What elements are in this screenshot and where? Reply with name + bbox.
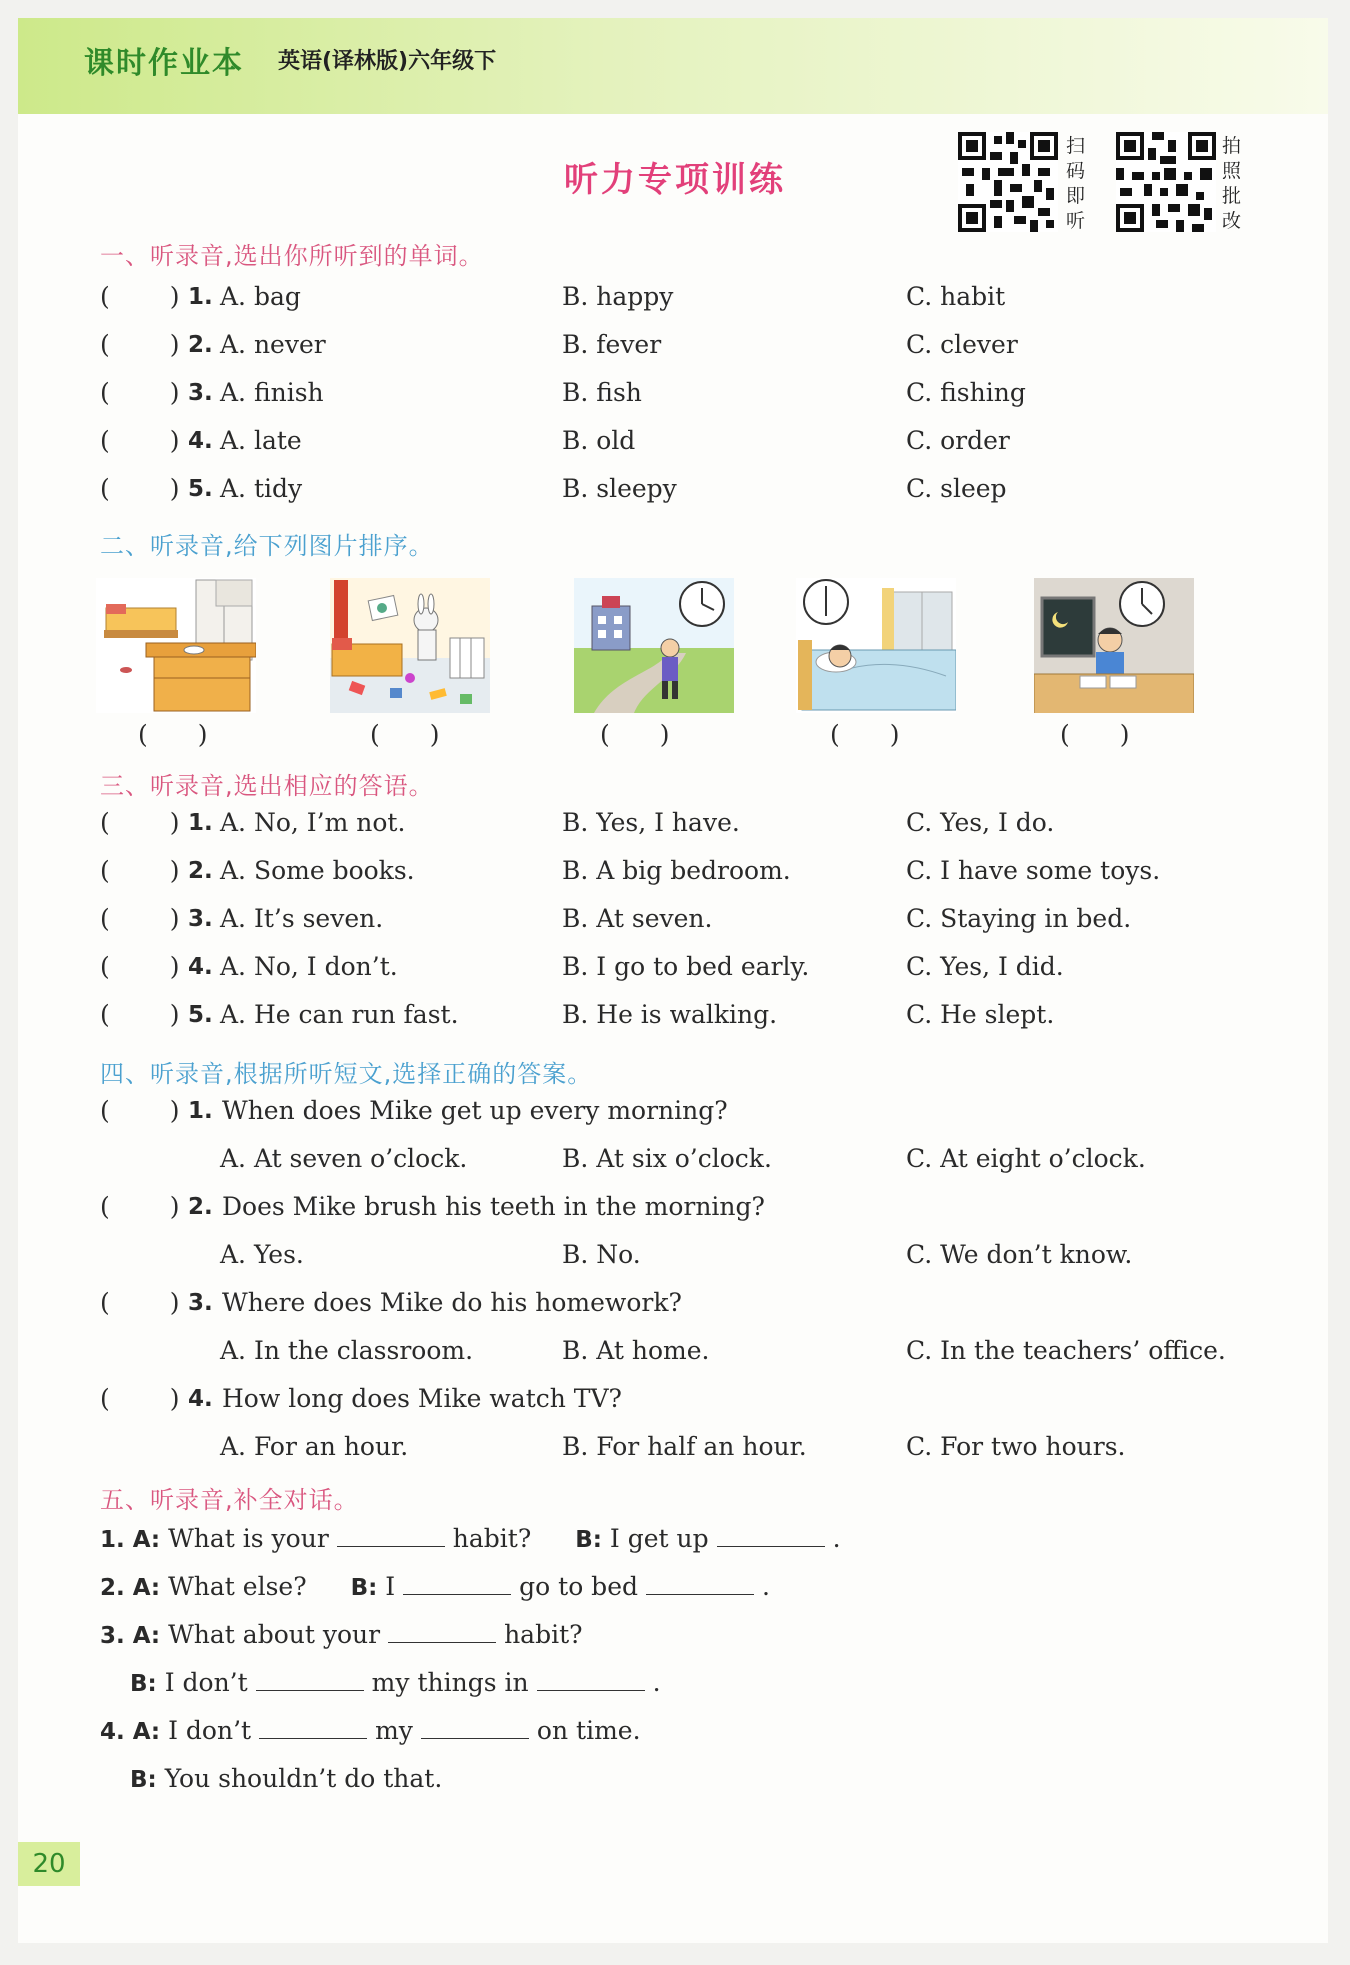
answer-bracket[interactable]: [100, 1000, 180, 1029]
option-a[interactable]: A. It’s seven.: [220, 904, 384, 933]
paren-close: ): [169, 952, 180, 981]
paren-close: ): [169, 1000, 180, 1029]
option-c[interactable]: C. In the teachers’ office.: [906, 1336, 1226, 1365]
blank-field[interactable]: [256, 1668, 364, 1691]
section-1-heading: 一、听录音,选出你所听到的单词。: [100, 242, 484, 270]
walking-to-school-icon: [574, 578, 734, 713]
question-number: 3.: [188, 1290, 213, 1316]
paren-open: (: [100, 282, 110, 311]
paren-close: ): [169, 1288, 180, 1317]
blank-field[interactable]: [717, 1524, 825, 1547]
picture-4-answer[interactable]: ( ): [830, 720, 900, 749]
picture-2-answer[interactable]: ( ): [370, 720, 440, 749]
paren-open: (: [100, 1192, 110, 1221]
subject-label: 英语(译林版)六年级下: [278, 49, 497, 74]
bedroom-tidy-icon: [96, 578, 256, 713]
option-b[interactable]: B. A big bedroom.: [562, 856, 791, 885]
paren-close: ): [169, 1096, 180, 1125]
option-b[interactable]: B. He is walking.: [562, 1000, 778, 1029]
option-a[interactable]: A. He can run fast.: [220, 1000, 459, 1029]
option-a[interactable]: A. never: [220, 330, 326, 359]
question-number: 4.: [188, 428, 213, 454]
answer-bracket[interactable]: [100, 474, 180, 503]
question-number: 2.: [188, 1194, 213, 1220]
paren-close: ): [169, 330, 180, 359]
paren-open: (: [100, 330, 110, 359]
dialogue-line-4b: B: You shouldn’t do that.: [130, 1764, 443, 1793]
picture-3-answer[interactable]: ( ): [600, 720, 670, 749]
option-c[interactable]: C. At eight o’clock.: [906, 1144, 1146, 1173]
option-b[interactable]: B. I go to bed early.: [562, 952, 810, 981]
answer-bracket[interactable]: [100, 952, 180, 981]
doing-homework-icon: [1034, 578, 1194, 713]
option-b[interactable]: B. For half an hour.: [562, 1432, 807, 1461]
option-a[interactable]: A. tidy: [220, 474, 303, 503]
option-a[interactable]: A. Yes.: [220, 1240, 304, 1269]
answer-bracket[interactable]: [100, 1192, 180, 1221]
answer-bracket[interactable]: [100, 904, 180, 933]
qr-code-photo-icon[interactable]: [1116, 132, 1216, 232]
question-number: 1.: [188, 1098, 213, 1124]
blank-field[interactable]: [537, 1668, 645, 1691]
paren-open: (: [100, 808, 110, 837]
option-c[interactable]: C. Yes, I did.: [906, 952, 1064, 981]
paren-close: ): [169, 1192, 180, 1221]
answer-bracket[interactable]: [100, 808, 180, 837]
option-a[interactable]: A. No, I’m not.: [220, 808, 406, 837]
sleeping-in-bed-icon: [796, 578, 956, 713]
question-text: When does Mike get up every morning?: [222, 1096, 728, 1125]
question-number: 1.: [188, 284, 213, 310]
qr-photo-label: 拍照批改: [1222, 135, 1242, 232]
answer-bracket[interactable]: [100, 1288, 180, 1317]
answer-bracket[interactable]: [100, 378, 180, 407]
option-b[interactable]: B. At home.: [562, 1336, 710, 1365]
option-c[interactable]: C. order: [906, 426, 1010, 455]
paren-open: (: [100, 1000, 110, 1029]
question-number: 4.: [188, 1386, 213, 1412]
paren-open: (: [100, 474, 110, 503]
paren-open: (: [100, 904, 110, 933]
page-title: 听力专项训练: [564, 160, 786, 200]
paren-close: ): [169, 474, 180, 503]
paren-open: (: [100, 856, 110, 885]
option-c[interactable]: C. clever: [906, 330, 1018, 359]
paren-close: ): [169, 282, 180, 311]
option-b[interactable]: B. At seven.: [562, 904, 713, 933]
picture-1-answer[interactable]: ( ): [138, 720, 208, 749]
question-number: 4.: [188, 954, 213, 980]
answer-bracket[interactable]: [100, 1096, 180, 1125]
paren-open: (: [100, 1096, 110, 1125]
answer-bracket[interactable]: [100, 856, 180, 885]
dialogue-line-1: 1. A: What is your habit? B: I get up .: [100, 1524, 841, 1553]
question-number: 2.: [188, 858, 213, 884]
option-b[interactable]: B. sleepy: [562, 474, 677, 503]
option-b[interactable]: B. No.: [562, 1240, 641, 1269]
option-c[interactable]: C. I have some toys.: [906, 856, 1161, 885]
answer-bracket[interactable]: [100, 282, 180, 311]
question-text: How long does Mike watch TV?: [222, 1384, 622, 1413]
section-2-heading: 二、听录音,给下列图片排序。: [100, 532, 434, 560]
option-a[interactable]: A. At seven o’clock.: [220, 1144, 468, 1173]
blank-field[interactable]: [646, 1572, 754, 1595]
question-number: 3.: [188, 380, 213, 406]
question-number: 5.: [188, 1002, 213, 1028]
question-text: Where does Mike do his homework?: [222, 1288, 682, 1317]
paren-open: (: [100, 952, 110, 981]
question-number: 2.: [188, 332, 213, 358]
option-a[interactable]: A. bag: [220, 282, 301, 311]
option-a[interactable]: A. late: [220, 426, 302, 455]
blank-field[interactable]: [388, 1620, 496, 1643]
option-a[interactable]: A. For an hour.: [220, 1432, 409, 1461]
option-c[interactable]: C. For two hours.: [906, 1432, 1126, 1461]
dialogue-line-4: 4. A: I don’t my on time.: [100, 1716, 641, 1745]
blank-field[interactable]: [259, 1716, 367, 1739]
option-b[interactable]: B. fish: [562, 378, 642, 407]
blank-field[interactable]: [403, 1572, 511, 1595]
question-number: 3.: [188, 906, 213, 932]
messy-room-icon: [330, 578, 490, 713]
paren-close: ): [169, 904, 180, 933]
option-b[interactable]: B. At six o’clock.: [562, 1144, 772, 1173]
question-text: Does Mike brush his teeth in the morning?: [222, 1192, 765, 1221]
option-a[interactable]: A. In the classroom.: [220, 1336, 474, 1365]
question-number: 1.: [188, 810, 213, 836]
option-c[interactable]: C. habit: [906, 282, 1006, 311]
paren-close: ): [169, 856, 180, 885]
paren-open: (: [100, 1288, 110, 1317]
option-b[interactable]: B. happy: [562, 282, 674, 311]
option-a[interactable]: A. Some books.: [220, 856, 415, 885]
qr-code-scan-icon[interactable]: [958, 132, 1058, 232]
paren-open: (: [100, 426, 110, 455]
dialogue-line-3b: B: I don’t my things in .: [130, 1668, 661, 1697]
paren-close: ): [169, 808, 180, 837]
answer-bracket[interactable]: [100, 426, 180, 455]
paren-close: ): [169, 378, 180, 407]
paren-close: ): [169, 1384, 180, 1413]
section-3-heading: 三、听录音,选出相应的答语。: [100, 772, 434, 800]
dialogue-line-2: 2. A: What else? B: I go to bed .: [100, 1572, 770, 1601]
blank-field[interactable]: [421, 1716, 529, 1739]
paren-open: (: [100, 378, 110, 407]
page-number: 20: [18, 1842, 80, 1886]
section-4-heading: 四、听录音,根据所听短文,选择正确的答案。: [100, 1060, 593, 1088]
dialogue-line-3: 3. A: What about your habit?: [100, 1620, 583, 1649]
paren-close: ): [169, 426, 180, 455]
blank-field[interactable]: [337, 1524, 445, 1547]
qr-scan-label: 扫码即听: [1066, 135, 1086, 232]
paren-open: (: [100, 1384, 110, 1413]
option-c[interactable]: C. sleep: [906, 474, 1007, 503]
option-b[interactable]: B. Yes, I have.: [562, 808, 740, 837]
option-c[interactable]: C. Staying in bed.: [906, 904, 1132, 933]
option-a[interactable]: A. finish: [220, 378, 324, 407]
question-number: 5.: [188, 476, 213, 502]
section-5-heading: 五、听录音,补全对话。: [100, 1486, 359, 1514]
option-c[interactable]: C. He slept.: [906, 1000, 1055, 1029]
option-c[interactable]: C. We don’t know.: [906, 1240, 1133, 1269]
option-b[interactable]: B. old: [562, 426, 636, 455]
answer-bracket[interactable]: [100, 330, 180, 359]
picture-5-answer[interactable]: ( ): [1060, 720, 1130, 749]
brand-title: 课时作业本: [84, 46, 244, 81]
option-c[interactable]: C. fishing: [906, 378, 1026, 407]
option-b[interactable]: B. fever: [562, 330, 662, 359]
answer-bracket[interactable]: [100, 1384, 180, 1413]
option-c[interactable]: C. Yes, I do.: [906, 808, 1055, 837]
option-a[interactable]: A. No, I don’t.: [220, 952, 398, 981]
